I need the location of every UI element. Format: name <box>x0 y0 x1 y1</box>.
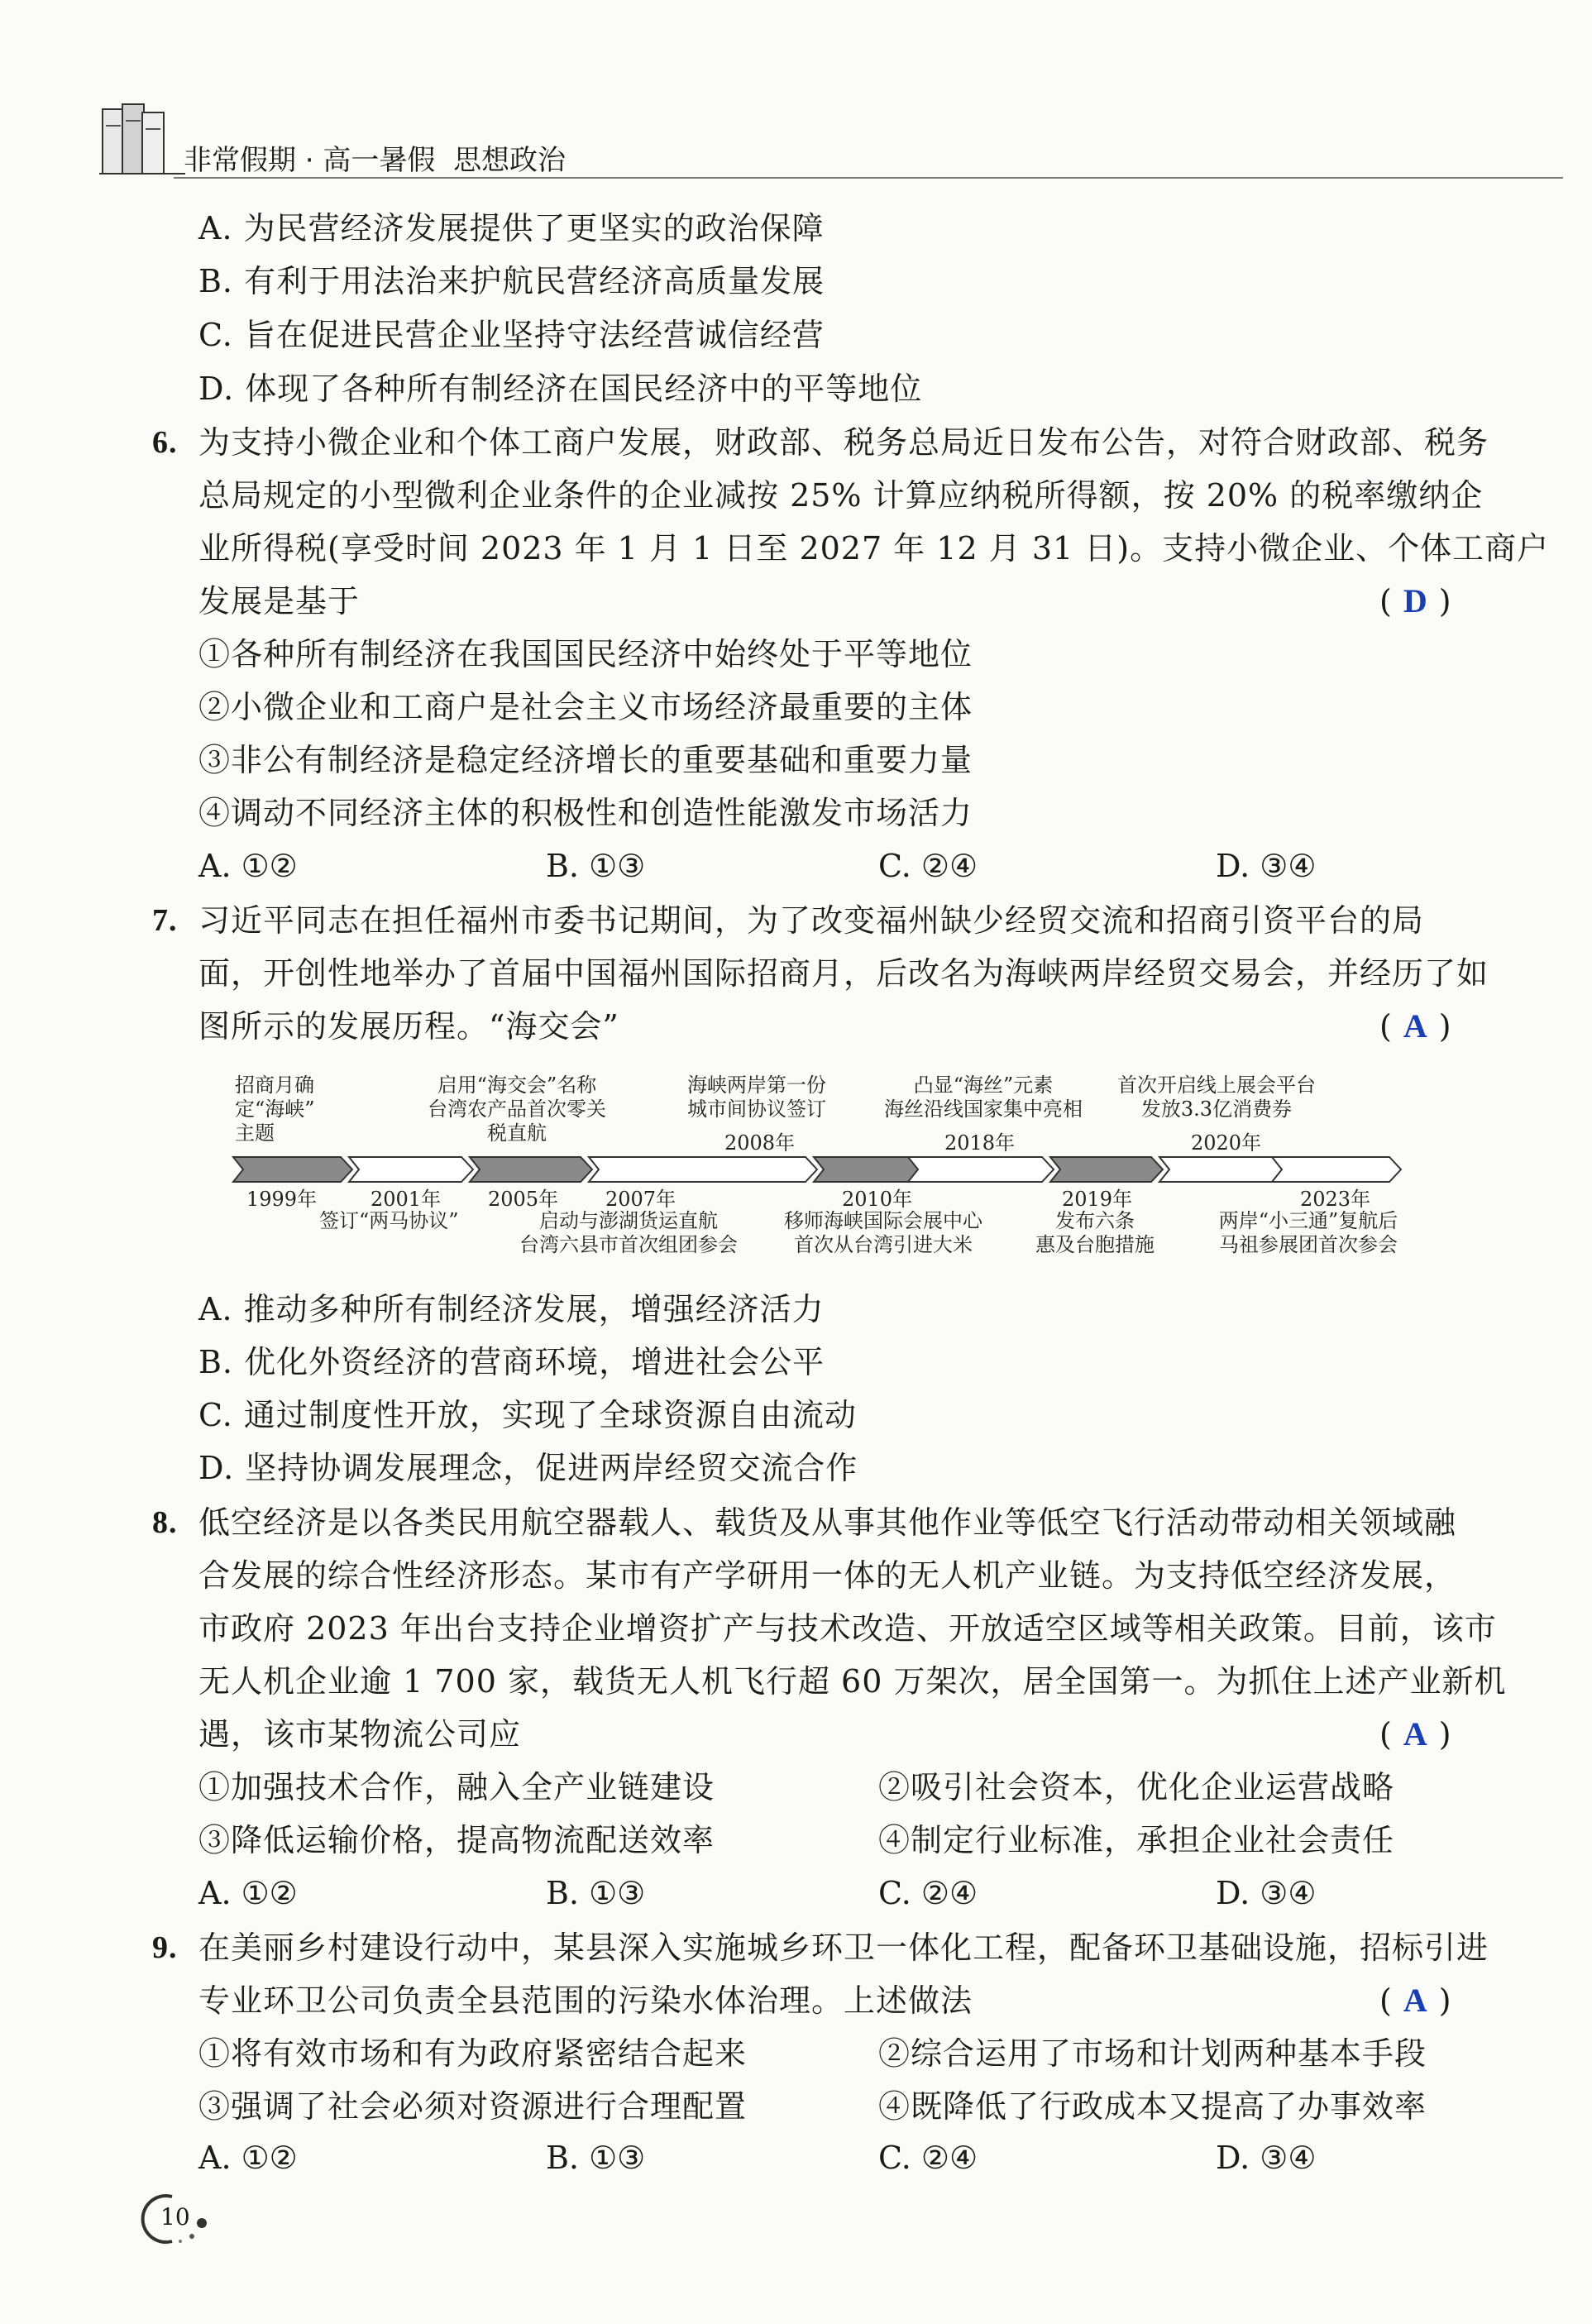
q8-statement-4: ④制定行业标准，承担企业社会责任 <box>878 1822 1395 1858</box>
timeline-top-event-1: 招商月确 定“海峡” 主题 <box>235 1074 315 1145</box>
q7-option-d: D. 坚持协调发展理念，促进两岸经贸交流合作 <box>198 1450 858 1486</box>
page-number-badge <box>132 2190 223 2248</box>
prev-option-b: B. 有利于用法治来护航民营经济高质量发展 <box>198 263 825 299</box>
q8-number: 8. <box>152 1505 178 1540</box>
q8-statement-2: ②吸引社会资本，优化企业运营战略 <box>878 1769 1395 1805</box>
timeline-bottom-event-3: 移师海峡国际会展中心 首次从台湾引进大米 <box>784 1209 982 1256</box>
q6-stem-4: 发展是基于 <box>198 583 361 619</box>
timeline-top-event-5: 首次开启线上展会平台 发放3.3亿消费券 <box>1117 1074 1316 1121</box>
timeline-year-2007: 2007年 <box>605 1188 676 1211</box>
timeline-top-event-4: 凸显“海丝”元素 海丝沿线国家集中亮相 <box>884 1074 1083 1121</box>
q9-choice-b: B. ①③ <box>546 2140 646 2176</box>
timeline-arrow-9 <box>1272 1157 1401 1182</box>
q8-stem-5: 遇，该市某物流公司应 <box>198 1716 522 1753</box>
timeline-arrow-5 <box>814 1157 923 1182</box>
q7-stem-3: 图所示的发展历程。“海交会” <box>198 1008 619 1045</box>
q9-statement-2: ②综合运用了市场和计划两种基本手段 <box>878 2035 1427 2072</box>
q8-choice-b: B. ①③ <box>546 1875 646 1911</box>
timeline-arrow-6 <box>908 1157 1054 1182</box>
timeline-arrow-7 <box>1050 1157 1163 1182</box>
timeline-arrow-4 <box>589 1157 817 1182</box>
q8-stem-4: 无人机企业逾 1 700 家，载货无人机飞行超 60 万架次，居全国第一。为抓住上述产业新机 <box>198 1663 1507 1700</box>
q6-choice-c: C. ②④ <box>878 848 978 884</box>
q6-number: 6. <box>152 425 178 460</box>
q9-stem-2: 专业环卫公司负责全县范围的污染水体治理。上述做法 <box>198 1982 973 2019</box>
header-rule <box>174 177 1563 179</box>
timeline-arrow-8 <box>1159 1157 1287 1182</box>
timeline-bottom-event-1: 签订“两马协议” <box>319 1209 459 1232</box>
q6-answer-letter: D <box>1403 582 1427 619</box>
q6-stem-1: 为支持小微企业和个体工商户发展，财政部、税务总局近日发布公告，对符合财政部、税务 <box>198 424 1489 461</box>
q9-statement-1: ①将有效市场和有为政府紧密结合起来 <box>198 2035 748 2072</box>
q8-stem-2: 合发展的综合性经济形态。某市有产学研用一体的无人机产业链。为支持低空经济发展， <box>198 1557 1457 1594</box>
timeline-arrow-1 <box>233 1157 352 1182</box>
timeline-top-event-2: 启用“海交会”名称 台湾农产品首次零关 税直航 <box>428 1074 606 1145</box>
q7-option-c: C. 通过制度性开放，实现了全球资源自由流动 <box>198 1397 857 1433</box>
timeline-year-2005: 2005年 <box>488 1188 559 1211</box>
timeline-figure <box>223 1067 1414 1270</box>
header-books-icon <box>99 101 185 177</box>
timeline-year-2023: 2023年 <box>1300 1188 1371 1211</box>
q6-statement-1: ①各种所有制经济在我国国民经济中始终处于平等地位 <box>198 636 973 672</box>
timeline-arrows <box>223 1154 1414 1185</box>
timeline-year-2010: 2010年 <box>842 1188 913 1211</box>
timeline-arrow-2 <box>349 1157 473 1182</box>
q8-choice-c: C. ②④ <box>878 1875 978 1911</box>
timeline-year-2020: 2020年 <box>1191 1131 1262 1155</box>
q7-number: 7. <box>152 903 178 938</box>
timeline-year-1999: 1999年 <box>246 1188 318 1211</box>
timeline-year-2008: 2008年 <box>724 1131 796 1155</box>
q9-stem-1: 在美丽乡村建设行动中，某县深入实施城乡环卫一体化工程，配备环卫基础设施，招标引进 <box>198 1929 1489 1966</box>
q7-option-a: A. 推动多种所有制经济发展，增强经济活力 <box>198 1291 825 1327</box>
q9-statement-3: ③强调了社会必须对资源进行合理配置 <box>198 2088 748 2125</box>
q9-number: 9. <box>152 1930 178 1965</box>
q9-answer-letter: A <box>1403 1982 1427 2019</box>
prev-option-a: A. 为民营经济发展提供了更坚实的政治保障 <box>198 210 825 246</box>
timeline-top-event-3: 海峡两岸第一份 城市间协议签订 <box>687 1074 826 1121</box>
timeline-year-2019: 2019年 <box>1062 1188 1133 1211</box>
q7-stem-2: 面，开创性地举办了首届中国福州国际招商月，后改名为海峡两岸经贸交易会，并经历了如 <box>198 955 1489 992</box>
prev-option-d: D. 体现了各种所有制经济在国民经济中的平等地位 <box>198 371 923 407</box>
q6-answer: ( D ) <box>1379 582 1451 619</box>
q6-choice-d: D. ③④ <box>1216 848 1317 884</box>
q8-answer: ( A ) <box>1379 1715 1451 1753</box>
q9-choice-c: C. ②④ <box>878 2140 978 2176</box>
q8-choice-d: D. ③④ <box>1216 1875 1317 1911</box>
timeline-bottom-event-4: 发布六条 惠及台胞措施 <box>1035 1209 1155 1256</box>
q7-option-b: B. 优化外资经济的营商环境，增进社会公平 <box>198 1344 825 1380</box>
q9-choice-a: A. ①② <box>198 2140 298 2176</box>
q7-stem-1: 习近平同志在担任福州市委书记期间，为了改变福州缺少经贸交流和招商引资平台的局 <box>198 902 1425 939</box>
q8-statement-1: ①加强技术合作，融入全产业链建设 <box>198 1769 715 1805</box>
header-title: 非常假期 · 高一暑假 思想政治 <box>184 144 567 177</box>
q9-statement-4: ④既降低了行政成本又提高了办事效率 <box>878 2088 1427 2125</box>
q6-stem-2: 总局规定的小型微利企业条件的企业减按 25% 计算应纳税所得额，按 20% 的税率缴纳企 <box>198 477 1484 514</box>
q7-answer: ( A ) <box>1379 1007 1451 1045</box>
page-number: 10 <box>160 2203 190 2231</box>
q7-answer-letter: A <box>1403 1007 1427 1045</box>
q8-answer-letter: A <box>1403 1715 1427 1753</box>
q6-statement-4: ④调动不同经济主体的积极性和创造性能激发市场活力 <box>198 795 973 831</box>
header-subject: 思想政治 <box>453 144 567 177</box>
q6-stem-3: 业所得税(享受时间 2023 年 1 月 1 日至 2027 年 12 月 31 日)。支持小微企业、个体工商户 <box>198 530 1550 567</box>
timeline-year-2018: 2018年 <box>944 1131 1016 1155</box>
q6-choice-b: B. ①③ <box>546 848 646 884</box>
q6-statement-2: ②小微企业和工商户是社会主义市场经济最重要的主体 <box>198 689 973 725</box>
q6-choice-a: A. ①② <box>198 848 298 884</box>
q8-stem-3: 市政府 2023 年出台支持企业增资扩产与技术改造、开放适空区域等相关政策。目前，该市 <box>198 1610 1497 1647</box>
q9-choice-d: D. ③④ <box>1216 2140 1317 2176</box>
prev-option-c: C. 旨在促进民营企业坚持守法经营诚信经营 <box>198 317 825 353</box>
timeline-arrow-3 <box>470 1157 592 1182</box>
timeline-year-2001: 2001年 <box>371 1188 442 1211</box>
q6-statement-3: ③非公有制经济是稳定经济增长的重要基础和重要力量 <box>198 742 973 778</box>
q8-statement-3: ③降低运输价格，提高物流配送效率 <box>198 1822 715 1858</box>
q9-answer: ( A ) <box>1379 1982 1451 2019</box>
q8-stem-1: 低空经济是以各类民用航空器载人、载货及从事其他作业等低空飞行活动带动相关领域融 <box>198 1504 1457 1541</box>
timeline-bottom-event-2: 启动与澎湖货运直航 台湾六县市首次组团参会 <box>519 1209 738 1256</box>
q8-choice-a: A. ①② <box>198 1875 298 1911</box>
timeline-bottom-event-5: 两岸“小三通”复航后 马祖参展团首次参会 <box>1218 1209 1398 1256</box>
